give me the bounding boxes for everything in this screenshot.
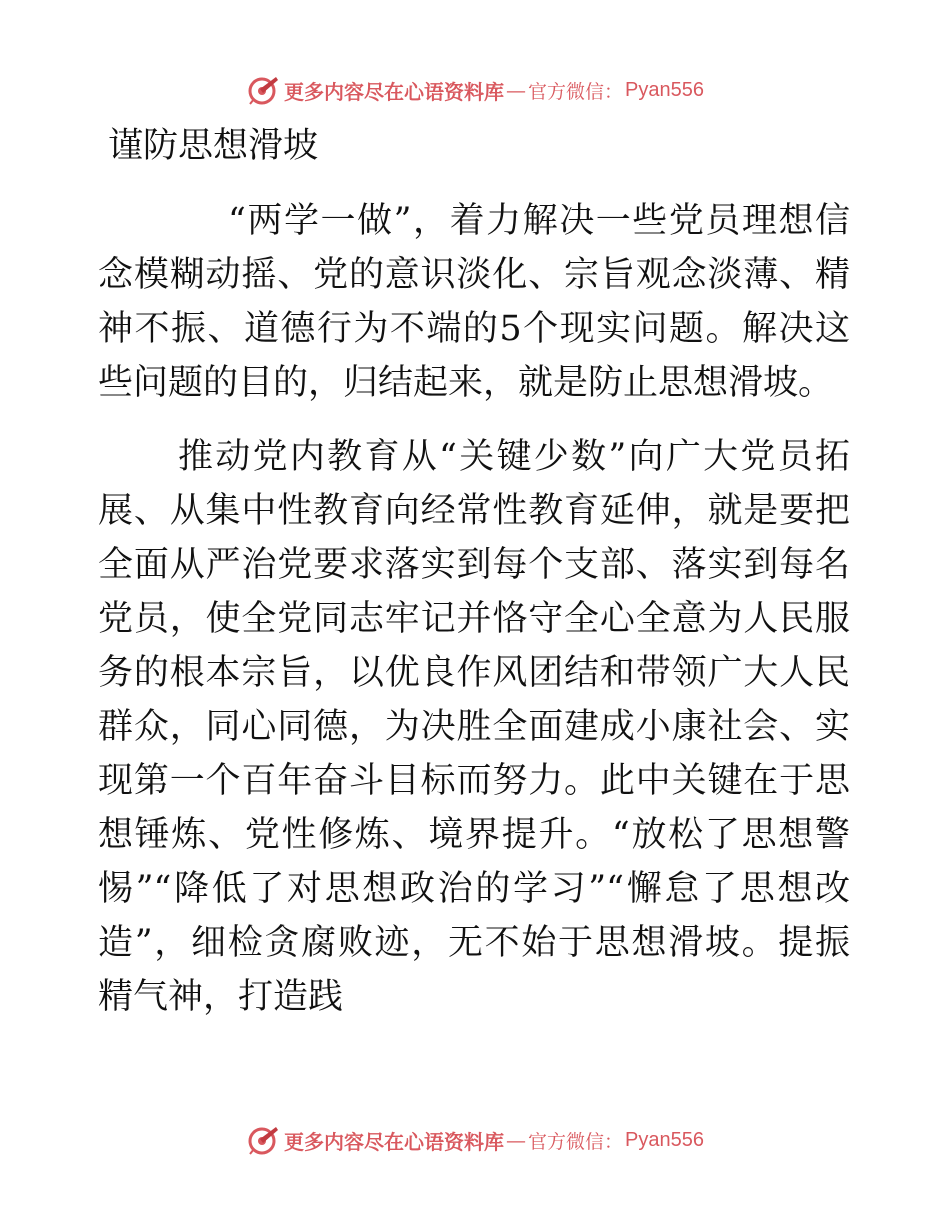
watermark-brand: 更多内容尽在心语资料库 [284, 1129, 504, 1154]
document-body [98, 194, 850, 1024]
document-title: 谨防思想滑坡 [108, 126, 319, 166]
paragraph-2: 推动党内教育从“关键少数”向广大党员拓展、从集中性教育向经常性教育延伸，就是要把全面从严治党要求落实到每个支部、落实到每名党员，使全党同志牢记并恪守全心全意为人民服务的根本宗旨，以优良作风团结和带领广大人民群众，同心同德，为决胜全面建成小康社会、实现第一个百年奋斗目标而努力。此中关键在于思想锤炼、党性修炼、境界提升。“放松了思想警惕”“降低了对思想政治的学习”“懈怠了思想改造”，细检贪腐败迹，无不始于思想滑坡。提振精气神，打造践 [98, 437, 850, 1017]
watermark-label: 官方微信： [528, 1130, 624, 1153]
paragraph-1: “两学一做”，着力解决一些党员理想信念模糊动摇、党的意识淡化、宗旨观念淡薄、精神不振、道德行为不端的5个现实问题。解决这些问题的目的，归结起来，就是防止思想滑坡。 [98, 201, 850, 403]
watermark-label: 官方微信： [528, 80, 624, 103]
brand-logo-icon [246, 1123, 280, 1157]
brand-logo-icon [246, 73, 280, 107]
watermark-account: Pyan556 [625, 78, 704, 101]
header-watermark [0, 70, 950, 110]
footer-watermark [0, 1120, 950, 1160]
watermark-dash: — [506, 1128, 526, 1152]
watermark-dash: — [506, 78, 526, 102]
watermark-brand: 更多内容尽在心语资料库 [284, 79, 504, 104]
watermark-account: Pyan556 [625, 1128, 704, 1151]
